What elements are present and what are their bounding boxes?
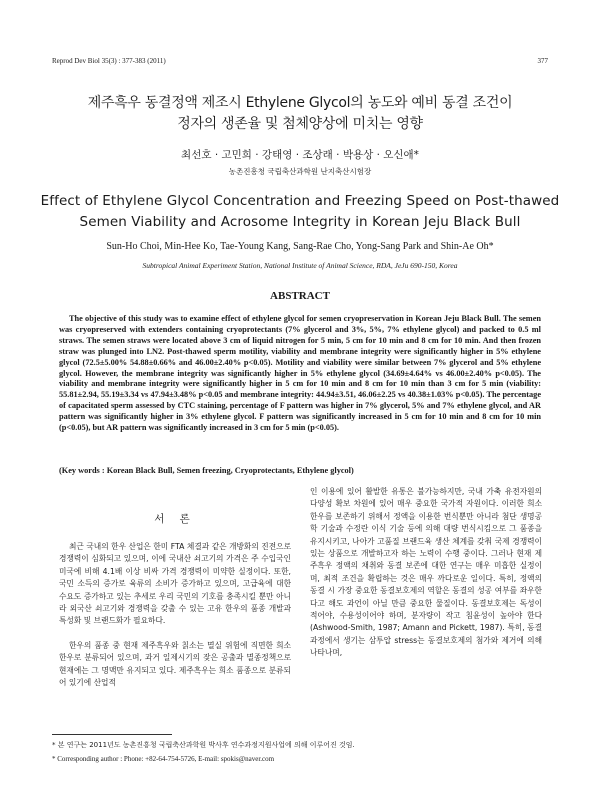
body-column-right (310, 486, 542, 660)
korean-title-line2: 정자의 생존율 및 첨체양상에 미치는 영향 (177, 116, 423, 132)
footnote-funding: * 본 연구는 2011년도 농촌진흥청 국립축산과학원 박사후 연수과정지원사업에 의해 이루어진 것임. (52, 741, 355, 749)
section-heading-introduction: 서 론 (154, 513, 196, 525)
english-affiliation: Subtropical Animal Experiment Station, National Institute of Animal Science, RDA, JeJu 690-150, Korea (142, 261, 458, 270)
footnote-divider (52, 734, 172, 735)
abstract-text: The objective of this study was to examine effect of ethylene glycol for semen cryopreservation in Korean Jeju Black Bull. The semen was cryopreserved with extenders containing cryoprotectants (7% glycerol and 3%, 5%, 7% ethylene glycol) and packed to 0.5 ml straws. The semen straws were located above 3 cm of liquid nitrogen for 5 min, 5 cm for 10 min and 8 cm for 10 min. And then frozen straw was plunged into LN2. Post-thawed sperm motility, viability and membrane integrity were significantly higher in 5% ethylene glycol (72.5±5.00% 54.88±0.66% and 46.00±2.40% p<0.05). Motility and viability were similar between 7% glycerol and 5% ethylene glycol. However, the membrane integrity was significantly higher in 5% ethylene glycol (34.69±4.64% vs 46.00±2.40% p<0.05). The viability and membrane integrity were significantly higher in 5 cm for 10 min and 8 cm for 10 min than 3 cm for 5 min (viability: 55.81±2.94, 55.19±3.34 vs 47.94±3.48% p<0.05 and membrane integrity: 44.94±3.51, 46.06±2.25 vs 40.38±1.03% p<0.05). The percentage of capacitated sperm assessed by CTC staining, percentage of F pattern was higher in 7% glycerol, 5% and 7% ethylene glycol, and AR pattern was significantly higher in 3% ethylene glycol. F pattern was significantly increased in 5 cm for 10 min and 8 cm for 10 min (p<0.05), but AR pattern was significantly increased in 3 cm for 5 min (p<0.05). (59, 314, 541, 433)
abstract-heading: ABSTRACT (270, 290, 330, 302)
korean-title-line1: 제주흑우 동결정액 제조시 Ethylene Glycol의 농도와 예비 동결 조건이 (87, 95, 513, 111)
keywords: (Key words : Korean Black Bull, Semen freezing, Cryoprotectants, Ethylene glycol) (59, 466, 354, 475)
body-paragraph: 최근 국내의 한우 산업은 한미 FTA 체결과 같은 개방화의 진전으로 경쟁력이 심화되고 있으며, 이에 국내산 쇠고기의 가격은 주 수입국인 미국에 비해 4.1배 이상 비싸 가격 경쟁력이 미약한 실정이다. 또한, 국민 소득의 증가로 육류의 소비가 증가하고 있으며, 고급육에 대한 수요도 증가하고 있는 추세로 우리 국민의 기호를 충족시킬 뿐만 아니라 외국산 쇠고기와 경쟁력을 갖출 수 있는 고유 한우의 품종 개발과 특성화 및 브랜드화가 필요하다. (59, 542, 291, 626)
english-authors: Sun-Ho Choi, Min-Hee Ko, Tae-Young Kang, Sang-Rae Cho, Yong-Sang Park and Shin-Ae Oh* (106, 241, 494, 252)
journal-citation: Reprod Dev Biol 35(3) : 377-383 (2011) (52, 57, 166, 65)
korean-title (40, 93, 560, 135)
english-title-line2: Semen Viability and Acrosome Integrity in Korean Jeju Black Bull (79, 214, 521, 230)
body-paragraph: 한우의 품종 중 현재 제주흑우와 칡소는 멸실 위험에 직면한 희소 한우로 분류되어 있으며, 과거 일제시기의 잦은 공출과 멸종정책으로 현재에는 그 명맥만 유지되고 있다. 제주흑우는 희소 품종으로 분류되어 있기에 산업적 (59, 640, 291, 688)
korean-affiliation: 농촌진흥청 국립축산과학원 난지축산시험장 (228, 167, 372, 176)
page-number: 377 (537, 57, 548, 65)
body-column-left (59, 541, 291, 701)
english-title-line1: Effect of Ethylene Glycol Concentration and Freezing Speed on Post-thawed (40, 193, 560, 209)
body-paragraph: 인 이용에 있어 활발한 유통은 불가능하지만, 국내 가축 유전자원의 다양성 확보 차원에 있어 매우 중요한 국가적 자원이다. 이러한 희소 한우를 보존하기 위해서 정액을 이용한 번식뿐만 아니라 첨단 생명공학 기술과 수정란 이식 기술 등에 의해 대량 번식시킴으로 그 품종을 유지시키고, 나아가 고품질 브랜드육 생산 체계를 갖춰 국제 경쟁력이 있는 상품으로 개발하고자 하는 노력이 수행 중이다. 그러나 현재 제주흑우 정액의 채취와 동결 보존에 대한 연구는 매우 미흡한 실정이며, 최적 조건을 확립하는 것은 매우 까다로운 일이다. 특히, 정액의 동결 시 가장 중요한 동결보호제의 역할은 동결의 성공 여부를 좌우한다고 해도 과언이 아닐 만큼 중요한 물질이다. 동결보호제는 독성이 적어야, 수용성이어야 하며, 분자량이 작고 침윤성이 높아야 한다(Ashwood-Smith, 1987; Amann and Pickett, 1987). 특히, 동결 과정에서 생기는 삼투압 stress는 동결보호제의 첨가와 제거에 의해 나타나며, (310, 487, 542, 658)
korean-authors: 최선호 · 고민희 · 강태영 · 조상래 · 박용상 · 오신애* (181, 149, 419, 161)
footnote-correspondence: * Corresponding author : Phone: +82-64-754-5726, E-mail: spokis@naver.com (52, 755, 275, 763)
english-title (40, 191, 560, 233)
